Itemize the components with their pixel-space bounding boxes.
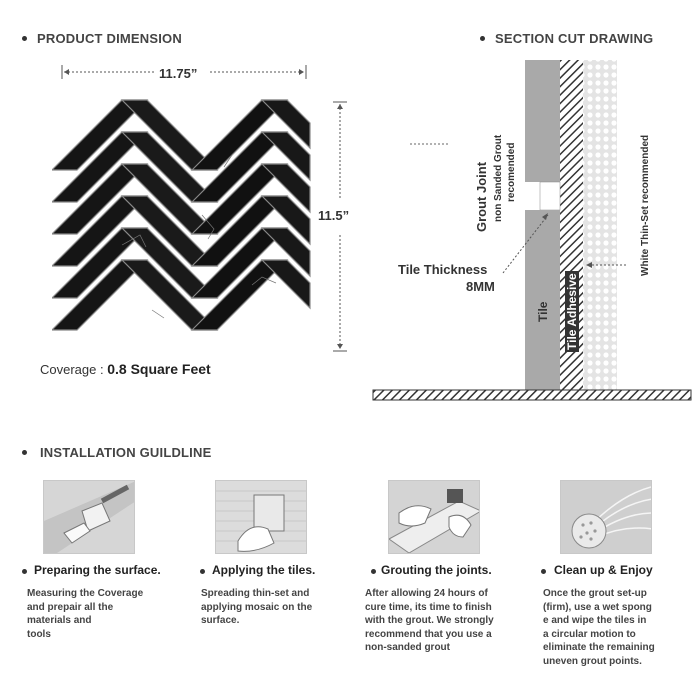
height-dimension-line <box>330 100 350 355</box>
coverage-value: 0.8 Square Feet <box>107 361 211 377</box>
grout-joint-label: Grout Joint <box>474 161 489 232</box>
bullet-icon <box>22 36 27 41</box>
bullet-icon <box>480 36 485 41</box>
step-2-title: Applying the tiles. <box>212 563 316 577</box>
measuring-tape-hand-icon <box>43 480 135 554</box>
step-3-title: Grouting the joints. <box>381 563 492 577</box>
tile-label: Tile <box>536 301 550 322</box>
coverage-line <box>40 361 211 377</box>
grout-float-hands-icon <box>388 480 480 554</box>
bullet-icon <box>22 450 27 455</box>
product-dimension-heading: PRODUCT DIMENSION <box>37 31 182 46</box>
herringbone-mosaic-image <box>52 95 312 350</box>
grout-note-line2: recomended <box>506 142 517 202</box>
bullet-icon <box>200 569 205 574</box>
height-label: 11.5” <box>318 208 350 223</box>
tile-adhesive-label: Tile Adhesive <box>565 273 579 350</box>
sponge-water-icon <box>560 480 652 554</box>
grout-note-line1: non Sanded Grout <box>493 134 504 222</box>
installation-heading: INSTALLATION GUILDLINE <box>40 445 212 460</box>
coverage-label: Coverage : <box>40 362 104 377</box>
trowel-hand-icon <box>215 480 307 554</box>
thinset-note-label: White Thin-Set recommended <box>640 134 651 276</box>
step-4-title: Clean up & Enjoy <box>554 563 653 577</box>
width-label: 11.75” <box>159 66 198 81</box>
tile-thickness-value: 8MM <box>466 279 495 294</box>
step-2-description: Spreading thin-set and applying mosaic on the surface. <box>201 588 313 626</box>
step-4-description: Once the grout set-up (firm), use a wet spong e and wipe the tiles in a circular motion to eliminate the remaining uneven grout points. <box>543 588 655 667</box>
tile-thickness-label: Tile Thickness <box>398 262 488 277</box>
bullet-icon <box>22 569 27 574</box>
section-cut-heading: SECTION CUT DRAWING <box>495 31 654 46</box>
step-1-title: Preparing the surface. <box>34 563 161 577</box>
step-3-description: After allowing 24 hours of cure time, its time to finish with the grout. We strongly recommend that you use a non-sanded grout <box>365 588 494 653</box>
bullet-icon <box>541 569 546 574</box>
bullet-icon <box>371 569 376 574</box>
step-1-description: Measuring the Coverage and prepair all the materials and tools <box>27 588 144 640</box>
